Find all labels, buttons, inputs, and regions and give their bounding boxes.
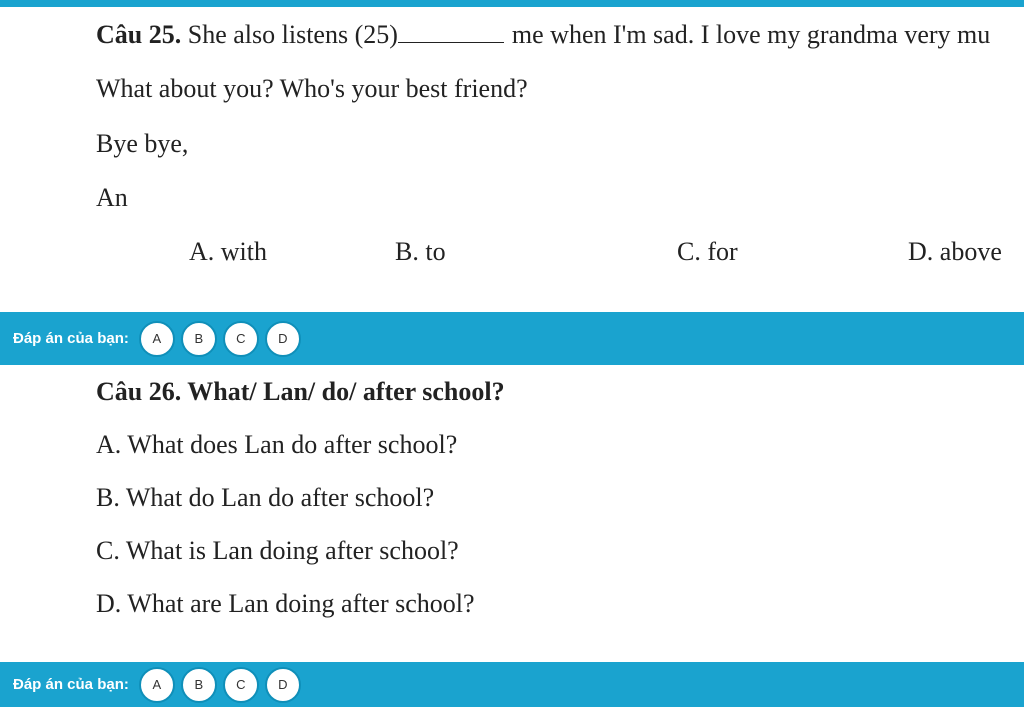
question-25-text-before: She also listens (25) [187, 20, 398, 49]
question-25-option-d: D. above [908, 237, 1002, 266]
passage-line-4: An [96, 183, 128, 212]
answer-bar-25 [0, 312, 1024, 365]
question-26-option-a: A. What does Lan do after school? [96, 430, 458, 459]
question-26-option-d: D. What are Lan doing after school? [96, 589, 475, 618]
question-26-title: Câu 26. What/ Lan/ do/ after school? [96, 377, 505, 406]
answer-label: Đáp án của bạn: [13, 330, 129, 347]
answer-choice-c-button[interactable]: C [223, 667, 259, 703]
question-26-option-b: B. What do Lan do after school? [96, 483, 435, 512]
answer-choice-d-button[interactable]: D [265, 321, 301, 357]
answer-label: Đáp án của bạn: [13, 676, 129, 693]
question-25-option-c: C. for [677, 237, 738, 266]
passage-line-2: What about you? Who's your best friend? [96, 74, 528, 103]
passage-line-3: Bye bye, [96, 129, 189, 158]
top-accent-strip [0, 0, 1024, 7]
answer-choice-d-button[interactable]: D [265, 667, 301, 703]
question-26-option-c: C. What is Lan doing after school? [96, 536, 459, 565]
answer-choice-b-button[interactable]: B [181, 321, 217, 357]
answer-bar-26 [0, 662, 1024, 707]
question-25-option-a: A. with [189, 237, 267, 266]
question-25-number: Câu 25. [96, 20, 182, 49]
answer-choice-a-button[interactable]: A [139, 667, 175, 703]
answer-choice-c-button[interactable]: C [223, 321, 259, 357]
answer-choice-a-button[interactable]: A [139, 321, 175, 357]
question-25-line [96, 20, 990, 50]
question-25-blank [398, 22, 504, 43]
answer-choice-b-button[interactable]: B [181, 667, 217, 703]
question-25-text-after: me when I'm sad. I love my grandma very mu [511, 20, 991, 49]
question-25-option-b: B. to [395, 237, 446, 266]
